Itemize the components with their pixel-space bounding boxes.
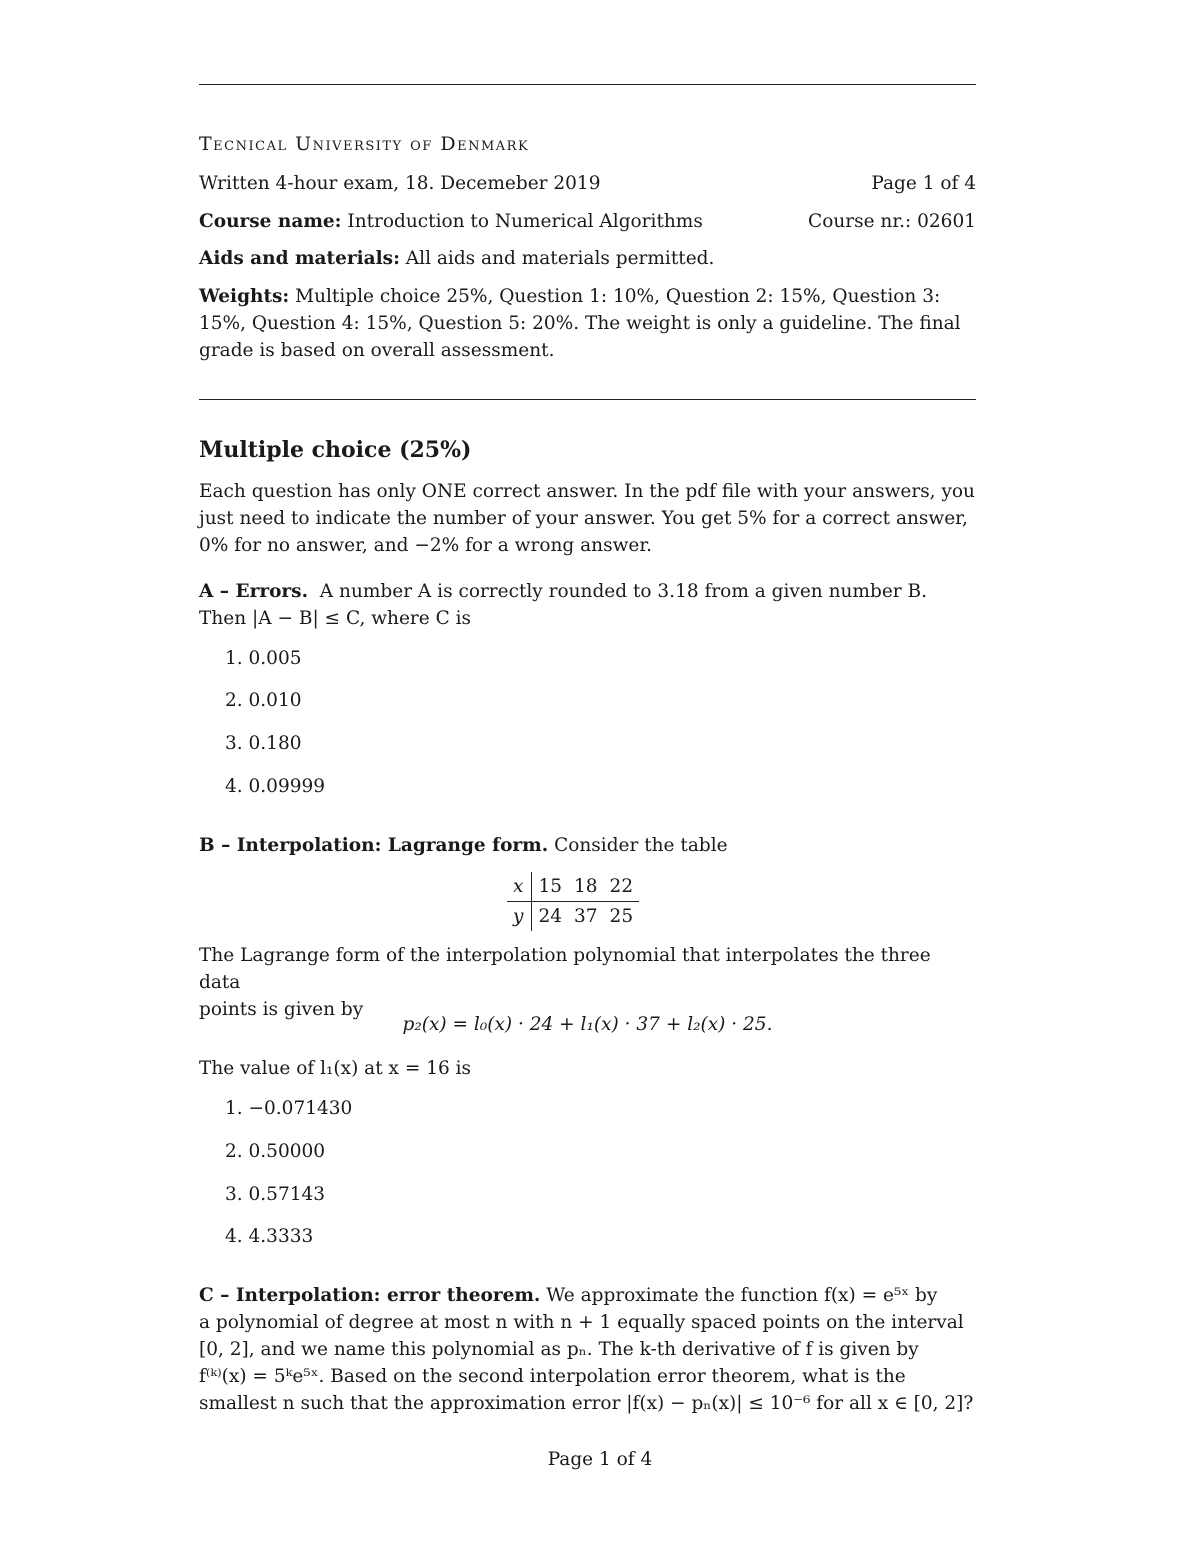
university-name: Tecnical University of Denmark — [199, 133, 530, 155]
question-c-text-3: [0, 2], and we name this polynomial as pₙ. The k-th derivative of f is given by — [199, 1339, 919, 1360]
weights-label: Weights: — [199, 286, 290, 307]
table-cell: 15 — [532, 872, 568, 902]
table-cell: 18 — [568, 872, 604, 902]
weights-line-2: 15%, Question 4: 15%, Question 5: 20%. The weight is only a guideline. The final — [199, 313, 961, 334]
top-rule — [199, 84, 976, 85]
aids-line — [199, 245, 976, 272]
footer-page-label: Page 1 of 4 — [547, 1449, 653, 1470]
mc-intro — [199, 478, 976, 559]
question-c — [199, 1282, 976, 1417]
question-c-text-2: a polynomial of degree at most n with n + 1 equally spaced points on the interval — [199, 1312, 964, 1333]
course-number: Course nr.: 02601 — [808, 211, 976, 232]
aids-label: Aids and materials: — [199, 248, 400, 269]
exam-info-row — [199, 170, 976, 197]
course-name — [199, 208, 703, 235]
mc-intro-line-1: Each question has only ONE correct answer. In the pdf file with your answers, you — [199, 481, 975, 502]
weights-block — [199, 283, 976, 364]
table-cell: 37 — [574, 906, 598, 927]
data-table — [507, 872, 639, 931]
weights-line-1: Multiple choice 25%, Question 1: 10%, Question 2: 15%, Question 3: — [295, 286, 941, 307]
header-bottom-rule — [199, 399, 976, 400]
course-name-label: Course name: — [199, 211, 342, 232]
table-cell: 22 — [604, 872, 640, 902]
table-y-label: y — [507, 902, 532, 932]
option-b2: 2. 0.50000 — [225, 1141, 326, 1162]
table-row-x — [507, 872, 639, 902]
question-c-text-4: f⁽ᵏ⁾(x) = 5ᵏe⁵ˣ. Based on the second interpolation error theorem, what is the — [199, 1366, 906, 1387]
question-c-text-1: We approximate the function f(x) = e⁵ˣ by — [546, 1285, 938, 1306]
option-a3: 3. 0.180 — [225, 733, 302, 754]
question-b-title: B – Interpolation: Lagrange form. — [199, 835, 549, 856]
option-a1: 1. 0.005 — [225, 648, 302, 669]
mc-intro-line-3: 0% for no answer, and −2% for a wrong answer. — [199, 535, 653, 556]
weights-line-3: grade is based on overall assessment. — [199, 340, 555, 361]
question-b-question: The value of l₁(x) at x = 16 is — [199, 1058, 472, 1079]
question-c-text-5: smallest n such that the approximation error |f(x) − pₙ(x)| ≤ 10⁻⁶ for all x ∈ [0, 2]? — [199, 1393, 974, 1414]
aids-value: All aids and materials permitted. — [405, 248, 715, 269]
mc-intro-line-2: just need to indicate the number of your answer. You get 5% for a correct answer, — [199, 508, 968, 529]
option-a2: 2. 0.010 — [225, 690, 302, 711]
option-b1: 1. −0.071430 — [225, 1098, 353, 1119]
exam-line: Written 4-hour exam, 18. Decemeber 2019 — [199, 173, 601, 194]
page-label: Page 1 of 4 — [871, 173, 976, 194]
question-b-text: Consider the table — [554, 835, 728, 856]
section-title: Multiple choice (25%) — [199, 437, 472, 463]
question-a-title: A – Errors. — [199, 581, 309, 602]
option-b4: 4. 4.3333 — [225, 1226, 314, 1247]
question-c-title: C – Interpolation: error theorem. — [199, 1285, 541, 1306]
question-a-text-1: A number A is correctly rounded to 3.18 from a given number B. — [319, 581, 927, 602]
course-name-value: Introduction to Numerical Algorithms — [347, 211, 703, 232]
question-b — [199, 832, 976, 859]
question-b-para-2: points is given by — [199, 999, 364, 1020]
question-a-text-2: Then |A − B| ≤ C, where C is — [199, 608, 472, 629]
lagrange-formula: p₂(x) = l₀(x) · 24 + l₁(x) · 37 + l₂(x) · 25. — [402, 1014, 773, 1035]
option-a4: 4. 0.09999 — [225, 776, 326, 797]
question-b-para-1: The Lagrange form of the interpolation polynomial that interpolates the three data — [199, 945, 931, 993]
table-cell: 25 — [609, 906, 634, 927]
table-cell: 24 — [538, 906, 562, 927]
table-row-y — [507, 902, 639, 932]
table-x-label: x — [507, 872, 532, 902]
question-a — [199, 578, 976, 632]
course-row — [199, 208, 976, 235]
option-b3: 3. 0.57143 — [225, 1184, 326, 1205]
